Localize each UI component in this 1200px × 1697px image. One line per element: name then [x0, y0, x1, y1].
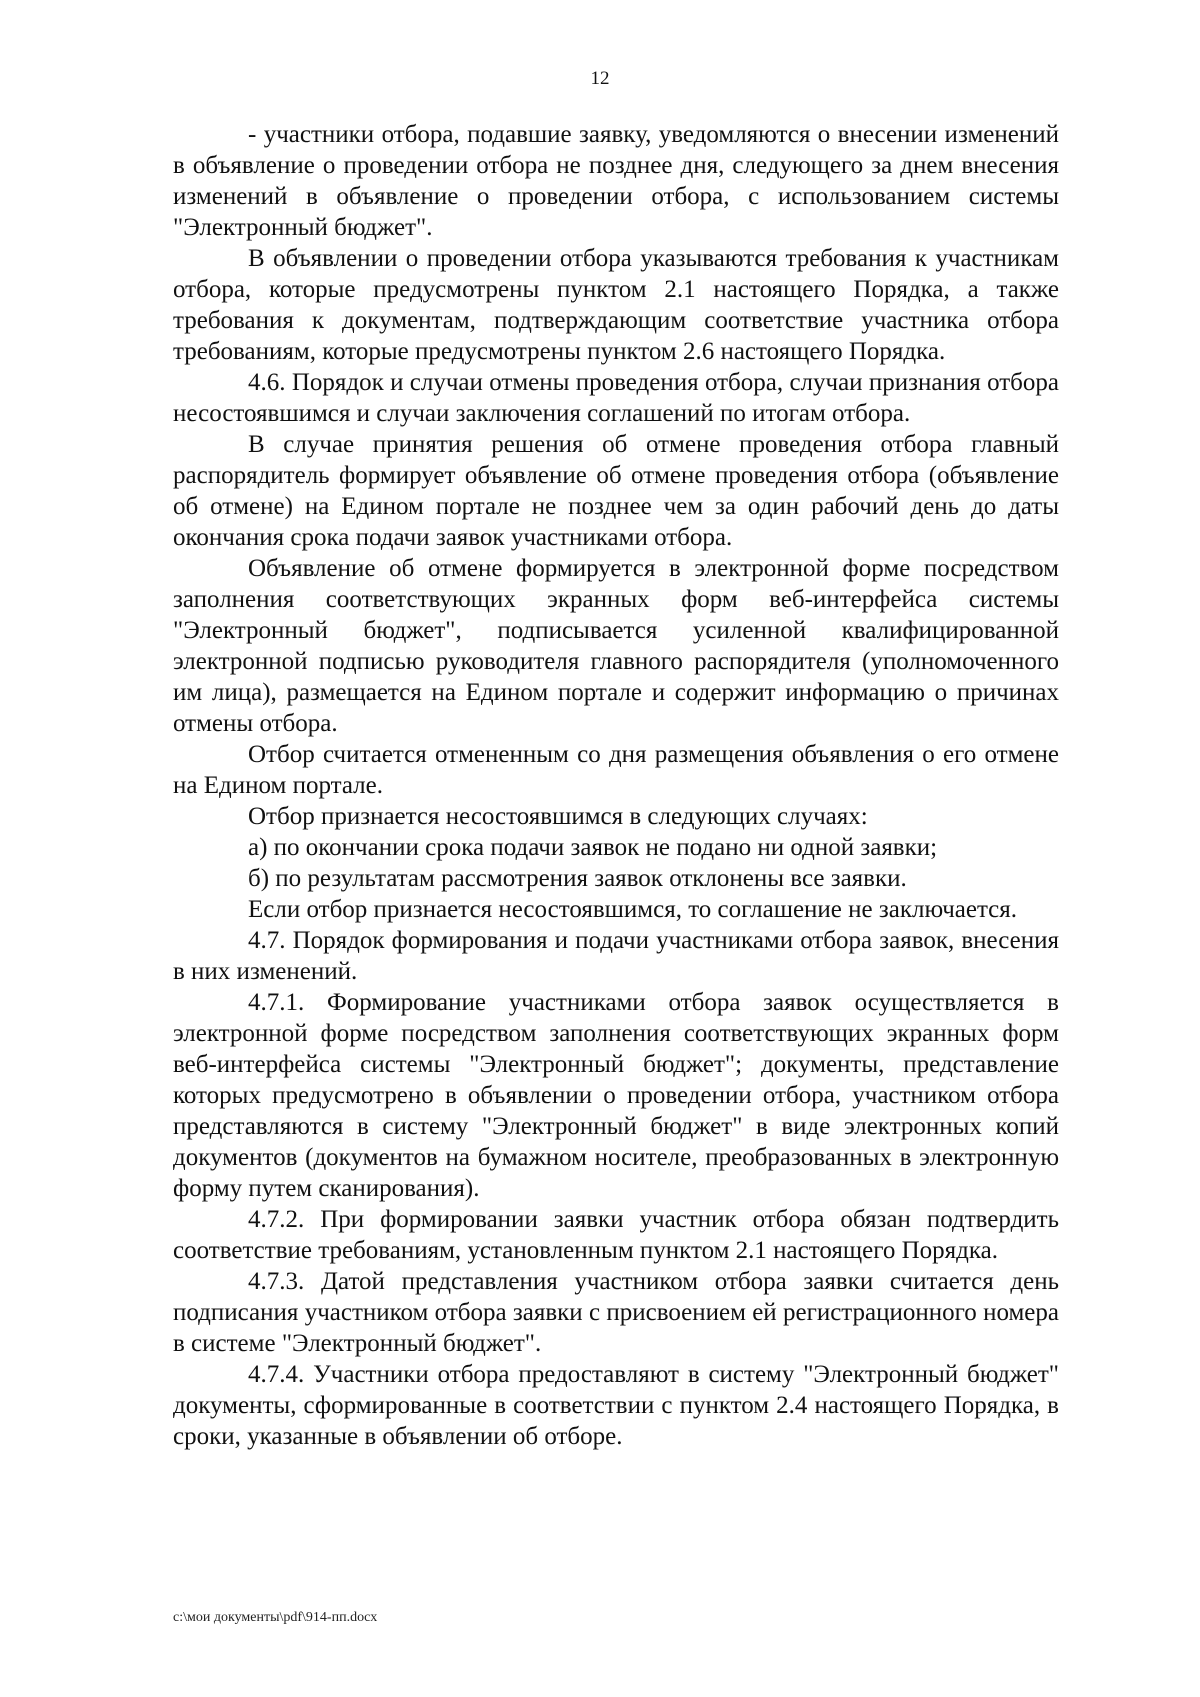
paragraph-section-4-7-1: 4.7.1. Формирование участниками отбора заявок осуществляется в электронной форме посредством заполнения соответствующих экранных форм веб-интерфейса системы "Электронный бюджет"; документы, представление которых предусмотрено в объявлении о проведении отбора, участником отбора представляются в систему "Электронный бюджет" в виде электронных копий документов (документов на бумажном носителе, преобразованных в электронную форму путем сканирования).	[173, 989, 1059, 1202]
page-number: 12	[590, 68, 610, 89]
document-body	[173, 119, 1059, 1452]
paragraph-section-4-7-4: 4.7.4. Участники отбора предоставляют в систему "Электронный бюджет" документы, сформированные в соответствии с пунктом 2.4 настоящего Порядка, в сроки, указанные в объявлении об отборе.	[173, 1361, 1059, 1450]
paragraph-failed-cases-intro: Отбор признается несостоявшимся в следующих случаях:	[248, 803, 868, 830]
paragraph-section-4-7: 4.7. Порядок формирования и подачи участниками отбора заявок, внесения в них изменений.	[173, 927, 1059, 985]
paragraph-section-4-6: 4.6. Порядок и случаи отмены проведения отбора, случаи признания отбора несостоявшимся и случаи заключения соглашений по итогам отбора.	[173, 369, 1059, 427]
paragraph-participants-notified: - участники отбора, подавшие заявку, уведомляются о внесении изменений в объявление о проведении отбора не позднее дня, следующего за днем внесения изменений в объявление о проведении отбора, с использованием системы "Электронный бюджет".	[173, 121, 1059, 241]
paragraph-no-agreement: Если отбор признается несостоявшимся, то соглашение не заключается.	[248, 896, 1018, 923]
paragraph-section-4-7-2: 4.7.2. При формировании заявки участник отбора обязан подтвердить соответствие требованиям, установленным пунктом 2.1 настоящего Порядка.	[173, 1206, 1059, 1264]
list-item-case-b: б) по результатам рассмотрения заявок отклонены все заявки.	[248, 865, 907, 892]
paragraph-announcement-requirements: В объявлении о проведении отбора указываются требования к участникам отбора, которые предусмотрены пунктом 2.1 настоящего Порядка, а также требования к документам, подтверждающим соответствие участника отбора требованиям, которые предусмотрены пунктом 2.6 настоящего Порядка.	[173, 245, 1059, 365]
paragraph-cancellation-decision: В случае принятия решения об отмене проведения отбора главный распорядитель формирует объявление об отмене проведения отбора (объявление об отмене) на Едином портале не позднее чем за один рабочий день до даты окончания срока подачи заявок участниками отбора.	[173, 431, 1059, 551]
paragraph-section-4-7-3: 4.7.3. Датой представления участником отбора заявки считается день подписания участником отбора заявки с присвоением ей регистрационного номера в системе "Электронный бюджет".	[173, 1268, 1059, 1357]
footer-file-path: c:\мои документы\pdf\914-пп.docx	[173, 1610, 378, 1625]
paragraph-cancellation-announcement: Объявление об отмене формируется в электронной форме посредством заполнения соответствующих экранных форм веб-интерфейса системы "Электронный бюджет", подписывается усиленной квалифицированной электронной подписью руководителя главного распорядителя (уполномоченного им лица), размещается на Едином портале и содержит информацию о причинах отмены отбора.	[173, 555, 1059, 737]
paragraph-cancelled-date: Отбор считается отмененным со дня размещения объявления о его отмене на Едином портале.	[173, 741, 1059, 799]
list-item-case-a: а) по окончании срока подачи заявок не подано ни одной заявки;	[248, 834, 938, 861]
